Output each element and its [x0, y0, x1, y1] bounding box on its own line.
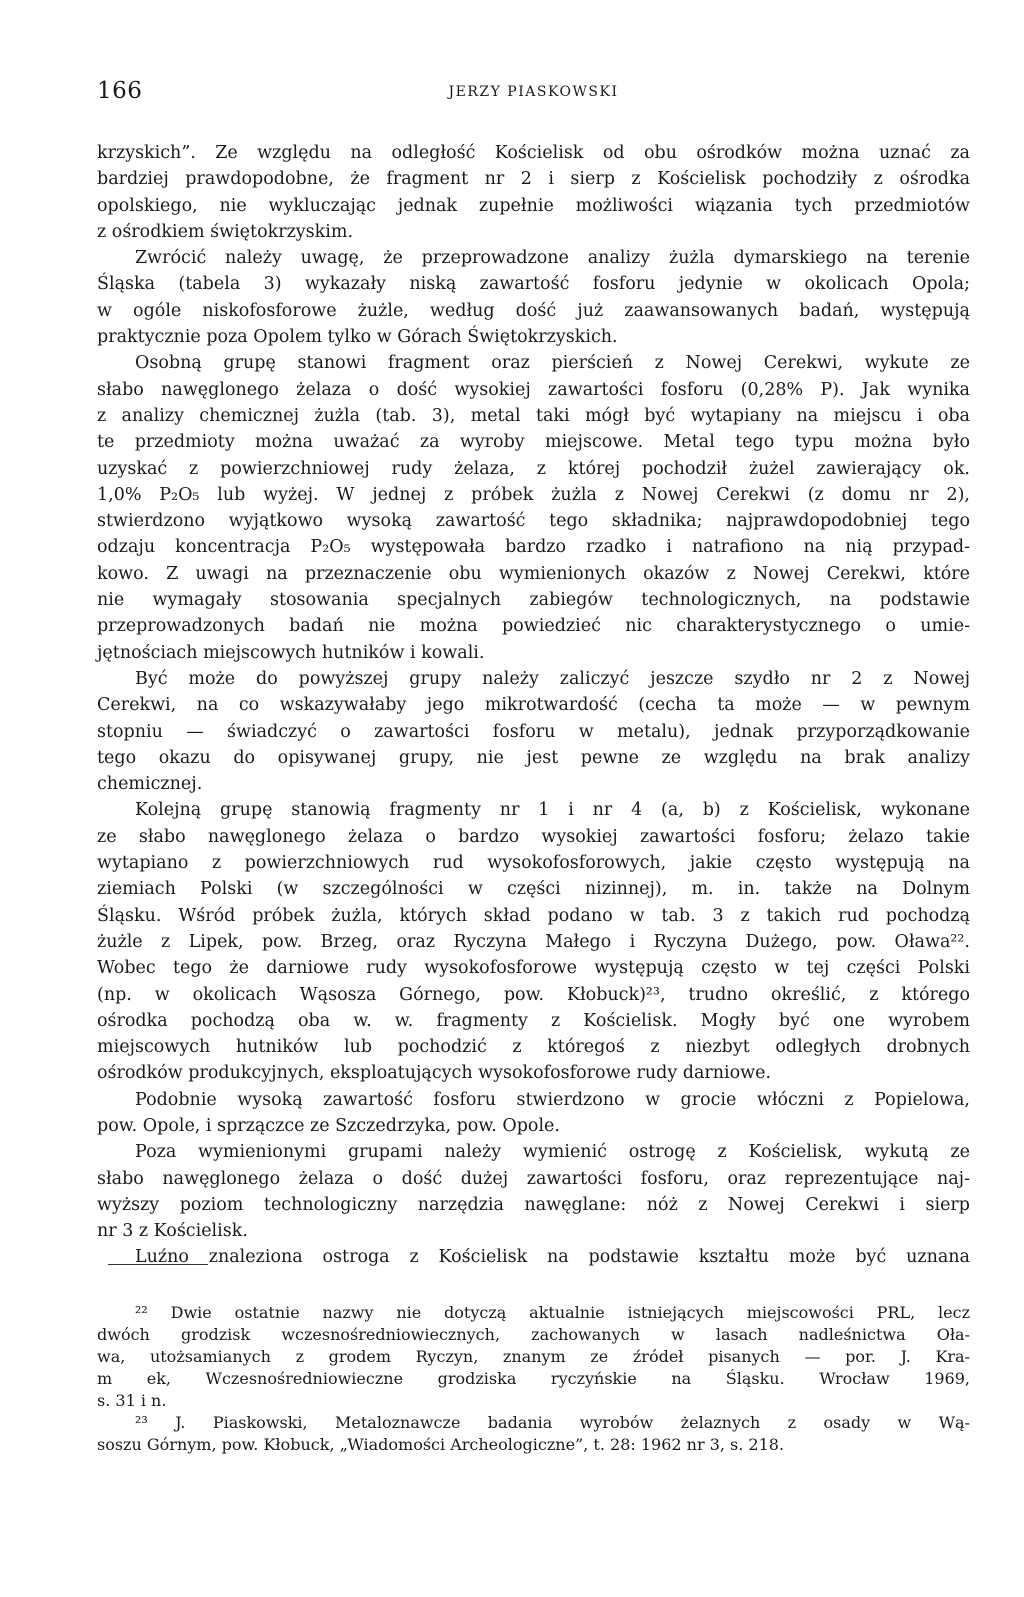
text-line: ośrodków produkcyjnych, eksploatujących wysokofosforowe rudy darniowe. [97, 1063, 772, 1084]
text-line: wytapiano z powierzchniowych rud wysokofosforowych, jakie często występują na [97, 853, 970, 874]
text-line: odzaju koncentracja P₂O₅ występowała bardzo rzadko i natrafiono na nią przypad- [97, 537, 970, 558]
footnote-line: wa, utożsamianych z grodem Ryczyn, znanym ze źródeł pisanych — por. J. Kra- [97, 1347, 970, 1366]
text-line: (np. w okolicach Wąsosza Górnego, pow. Kłobuck)²³, trudno określić, z którego [97, 984, 970, 1005]
text-line: słabo nawęglonego żelaza o dość dużej zawartości fosforu, oraz reprezentujące naj- [97, 1168, 970, 1189]
text-line: Kolejną grupę stanowią fragmenty nr 1 i nr 4 (a, b) z Kościelisk, wykonane [135, 800, 970, 821]
text-line: nr 3 z Kościelisk. [97, 1221, 248, 1242]
text-line: z analizy chemicznej żużla (tab. 3), metal taki mógł być wytapiany na miejscu i oba [97, 405, 970, 426]
text-line: tego okazu do opisywanej grupy, nie jest pewne ze względu na brak analizy [97, 747, 970, 768]
footnote-line: ²³ J. Piaskowski, Metaloznawcze badania wyrobów żelaznych z osady w Wą- [135, 1413, 970, 1432]
text-line: Poza wymienionymi grupami należy wymienić ostrogę z Kościelisk, wykutą ze [135, 1142, 970, 1163]
text-line: Śląsku. Wśród próbek żużla, których skład podano w tab. 3 z takich rud pochodzą [97, 905, 970, 926]
text-line: żużle z Lipek, pow. Brzeg, oraz Ryczyna Małego i Ryczyna Dużego, pow. Oława²². [97, 931, 970, 952]
page-header [97, 78, 970, 108]
text-line: stopniu — świadczyć o zawartości fosforu w metalu), jednak przyporządkowanie [97, 721, 970, 742]
footnote-line: m ek, Wczesnośredniowieczne grodziska ryczyńskie na Śląsku. Wrocław 1969, [97, 1369, 970, 1388]
text-line: Śląska (tabela 3) wykazały niską zawartość fosforu jedynie w okolicach Opola; [97, 274, 970, 295]
text-line: w ogóle niskofosforowe żużle, według dość już zaawansowanych badań, występują [97, 300, 970, 321]
text-line: kowo. Z uwagi na przeznaczenie obu wymienionych okazów z Nowej Cerekwi, które [97, 563, 970, 584]
text-line: stwierdzono wyjątkowo wysoką zawartość tego składnika; najprawdopodobniej tego [97, 511, 970, 532]
text-line: Podobnie wysoką zawartość fosforu stwierdzono w grocie włóczni z Popielowa, [135, 1089, 970, 1110]
text-line: opolskiego, nie wykluczając jednak zupełnie możliwości wiązania tych przedmiotów [97, 195, 970, 216]
text-line: przeprowadzonych badań nie można powiedzieć nic charakterystycznego o umie- [97, 616, 970, 637]
text-line: Zwrócić należy uwagę, że przeprowadzone analizy żużla dymarskiego na terenie [135, 248, 970, 269]
text-line: Osobną grupę stanowi fragment oraz pierścień z Nowej Cerekwi, wykute ze [135, 353, 970, 374]
text-line: ze słabo nawęglonego żelaza o bardzo wysokiej zawartości fosforu; żelazo takie [97, 826, 970, 847]
text-line: z ośrodkiem świętokrzyskim. [97, 221, 354, 242]
text-line: jętnościach miejscowych hutników i kowali. [97, 642, 485, 663]
text-line: te przedmioty można uważać za wyroby miejscowe. Metal tego typu można było [97, 432, 970, 453]
footnote-separator [108, 1264, 208, 1265]
footnote-line: ²² Dwie ostatnie nazwy nie dotyczą aktualnie istniejących miejscowości PRL, lecz [135, 1303, 970, 1322]
footnote-line: soszu Górnym, pow. Kłobuck, „Wiadomości Archeologiczne”, t. 28: 1962 nr 3, s. 218. [97, 1435, 785, 1454]
footnotes [97, 1302, 970, 1456]
text-line: uzyskać z powierzchniowej rudy żelaza, z której pochodził żużel zawierający ok. [97, 458, 970, 479]
text-line: Być może do powyższej grupy należy zaliczyć jeszcze szydło nr 2 z Nowej [135, 668, 970, 689]
page-number: 166 [97, 78, 143, 104]
text-line: pow. Opole, i sprzączce ze Szczedrzyka, pow. Opole. [97, 1115, 560, 1136]
text-line: nie wymagały stosowania specjalnych zabiegów technologicznych, na podstawie [97, 590, 970, 611]
body-text [97, 140, 970, 1271]
text-line: Cerekwi, na co wskazywałaby jego mikrotwardość (cecha ta może — w pewnym [97, 695, 970, 716]
text-line: ziemiach Polski (w szczególności w części nizinnej), m. in. także na Dolnym [97, 879, 970, 900]
text-line: 1,0% P₂O₅ lub wyżej. W jednej z próbek żużla z Nowej Cerekwi (z domu nr 2), [97, 484, 970, 505]
text-line: słabo nawęglonego żelaza o dość wysokiej zawartości fosforu (0,28% P). Jak wynika [97, 379, 970, 400]
footnote-line: dwóch grodzisk wczesnośredniowiecznych, zachowanych w lasach nadleśnictwa Oła- [97, 1325, 970, 1344]
text-line: krzyskich”. Ze względu na odległość Kościelisk od obu ośrodków można uznać za [97, 143, 970, 163]
text-line: praktycznie poza Opolem tylko w Górach Świętokrzyskich. [97, 327, 618, 348]
text-line: chemicznej. [97, 774, 203, 795]
text-line: Luźno znaleziona ostroga z Kościelisk na podstawie kształtu może być uznana [135, 1247, 970, 1268]
text-line: bardziej prawdopodobne, że fragment nr 2 i sierp z Kościelisk pochodziły z ośrodka [97, 169, 970, 190]
text-line: wyższy poziom technologiczny narzędzia nawęglane: nóż z Nowej Cerekwi i sierp [97, 1194, 970, 1215]
text-line: miejscowych hutników lub pochodzić z któregoś z niezbyt odległych drobnych [97, 1037, 970, 1058]
text-line: Wobec tego że darniowe rudy wysokofosforowe występują często w tej części Polski [97, 958, 970, 979]
running-title: JERZY PIASKOWSKI [448, 84, 619, 100]
footnote-line: s. 31 i n. [97, 1391, 167, 1410]
text-line: ośrodka pochodzą oba w. w. fragmenty z Kościelisk. Mogły być one wyrobem [97, 1010, 970, 1031]
